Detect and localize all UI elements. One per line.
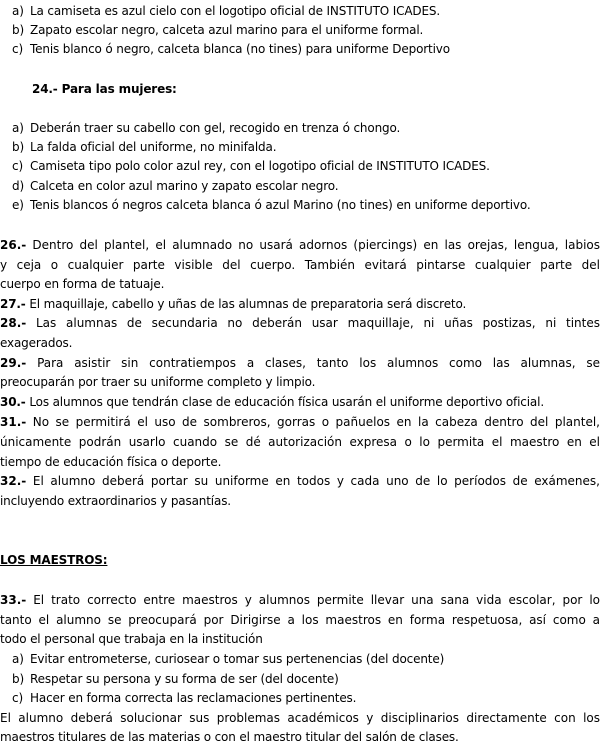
rule-text: Los alumnos que tendrán clase de educación física usarán el uniforme deportivo oficial.	[29, 395, 544, 409]
rule-32-line-1	[0, 472, 600, 490]
rule-28-line-1	[0, 314, 600, 332]
list-marker: a)	[12, 121, 24, 135]
list-marker: e)	[12, 198, 24, 212]
teachers-heading: LOS MAESTROS:	[0, 553, 108, 567]
rule-29-line-2: preocuparán por traer su uniforme completo y limpio.	[0, 375, 316, 389]
rule-number: 28.-	[0, 316, 27, 330]
rule-26-line-3: cuerpo en forma de tatuaje.	[0, 277, 165, 291]
list-marker: b)	[12, 140, 24, 154]
rule-text: El maquillaje, cabello y uñas de las alumnas de preparatoria será discreto.	[29, 297, 467, 311]
list-marker: b)	[12, 23, 24, 37]
list-item	[12, 157, 490, 175]
list-text: Tenis blanco ó negro, calceta blanca (no tines) para uniforme Deportivo	[30, 42, 450, 56]
list-item	[12, 670, 339, 688]
rule-26-line-1	[0, 236, 600, 254]
list-item	[12, 40, 450, 58]
list-text: Calceta en color azul marino y zapato escolar negro.	[30, 179, 339, 193]
rule-33-line-1	[0, 591, 600, 609]
rule-text: El alumno deberá portar su uniforme en todos y cada uno de lo períodos de exámenes,	[32, 474, 600, 488]
list-text: Evitar entrometerse, curiosear o tomar sus pertenencias (del docente)	[30, 652, 445, 666]
list-item	[12, 21, 423, 39]
list-marker: c)	[12, 159, 23, 173]
rule-31-line-3: tiempo de educación física o deporte.	[0, 455, 222, 469]
list-marker: c)	[12, 691, 23, 705]
rule-30	[0, 393, 544, 411]
list-text: Hacer en forma correcta las reclamaciones pertinentes.	[30, 691, 357, 705]
list-marker: a)	[12, 4, 24, 18]
list-text: Zapato escolar negro, calceta azul marino para el uniforme formal.	[30, 23, 424, 37]
list-text: La camiseta es azul cielo con el logotipo oficial de INSTITUTO ICADES.	[30, 4, 441, 18]
rule-28-line-2: exagerados.	[0, 336, 73, 350]
rule-number: 31.-	[0, 415, 27, 429]
list-item	[12, 689, 356, 707]
rule-number: 33.-	[0, 593, 27, 607]
rule-33-line-3: todo el personal que trabaja en la institución	[0, 632, 263, 646]
list-text: Tenis blancos ó negros calceta blanca ó azul Marino (no tines) en uniforme deportivo.	[30, 198, 531, 212]
rule-32-line-2: incluyendo extraordinarios y pasantías.	[0, 494, 231, 508]
list-item	[12, 119, 400, 137]
rule-number: 29.-	[0, 356, 27, 370]
rule-33-line-2: tanto el alumno se preocupará por Dirigirse a los maestros en forma respetuosa, así como a	[0, 613, 600, 627]
rule-number: 26.-	[0, 238, 27, 252]
list-item	[12, 196, 531, 214]
list-text: Deberán traer su cabello con gel, recogido en trenza ó chongo.	[30, 121, 401, 135]
rule-number: 30.-	[0, 395, 26, 409]
rule-31-line-2: únicamente podrán usarlo cuando se dé autorización expresa o lo permita el maestro en el	[0, 435, 600, 449]
list-text: La falda oficial del uniforme, no minifalda.	[30, 140, 277, 154]
list-item	[12, 138, 276, 156]
rule-29-line-1	[0, 354, 600, 372]
list-text: Camiseta tipo polo color azul rey, con el logotipo oficial de INSTITUTO ICADES.	[30, 159, 490, 173]
list-marker: b)	[12, 672, 24, 686]
rule-26-line-2: y ceja o cualquier parte visible del cuerpo. También evitará pintarse cualquier parte del	[0, 258, 600, 272]
list-item	[12, 650, 444, 668]
list-marker: c)	[12, 42, 23, 56]
rule-number: 32.-	[0, 474, 27, 488]
closing-line-1: El alumno deberá solucionar sus problemas académicos y disciplinarios directamente con los	[0, 711, 600, 725]
list-marker: d)	[12, 179, 24, 193]
rule-number: 27.-	[0, 297, 26, 311]
list-item	[12, 2, 440, 20]
rule-text: El trato correcto entre maestros y alumnos permite llevar una sana vida escolar, por lo	[33, 593, 600, 607]
closing-line-2: maestros titulares de las materias o con el maestro titular del salón de clases.	[0, 730, 459, 744]
rule-text: No se permitirá el uso de sombreros, gorras o pañuelos en la cabeza dentro del plantel,	[32, 415, 600, 429]
rule-31-line-1	[0, 413, 600, 431]
rule-text: Las alumnas de secundaria no deberán usar maquillaje, ni uñas postizas, ni tintes	[35, 316, 600, 330]
women-heading: 24.- Para las mujeres:	[32, 82, 177, 96]
rule-text: Para asistir sin contratiempos a clases, tanto los alumnos como las alumnas, se	[37, 356, 600, 370]
list-marker: a)	[12, 652, 24, 666]
list-item	[12, 177, 338, 195]
rule-text: Dentro del plantel, el alumnado no usará adornos (piercings) en las orejas, lengua, labios	[32, 238, 600, 252]
list-text: Respetar su persona y su forma de ser (del docente)	[30, 672, 339, 686]
rule-27	[0, 295, 466, 313]
